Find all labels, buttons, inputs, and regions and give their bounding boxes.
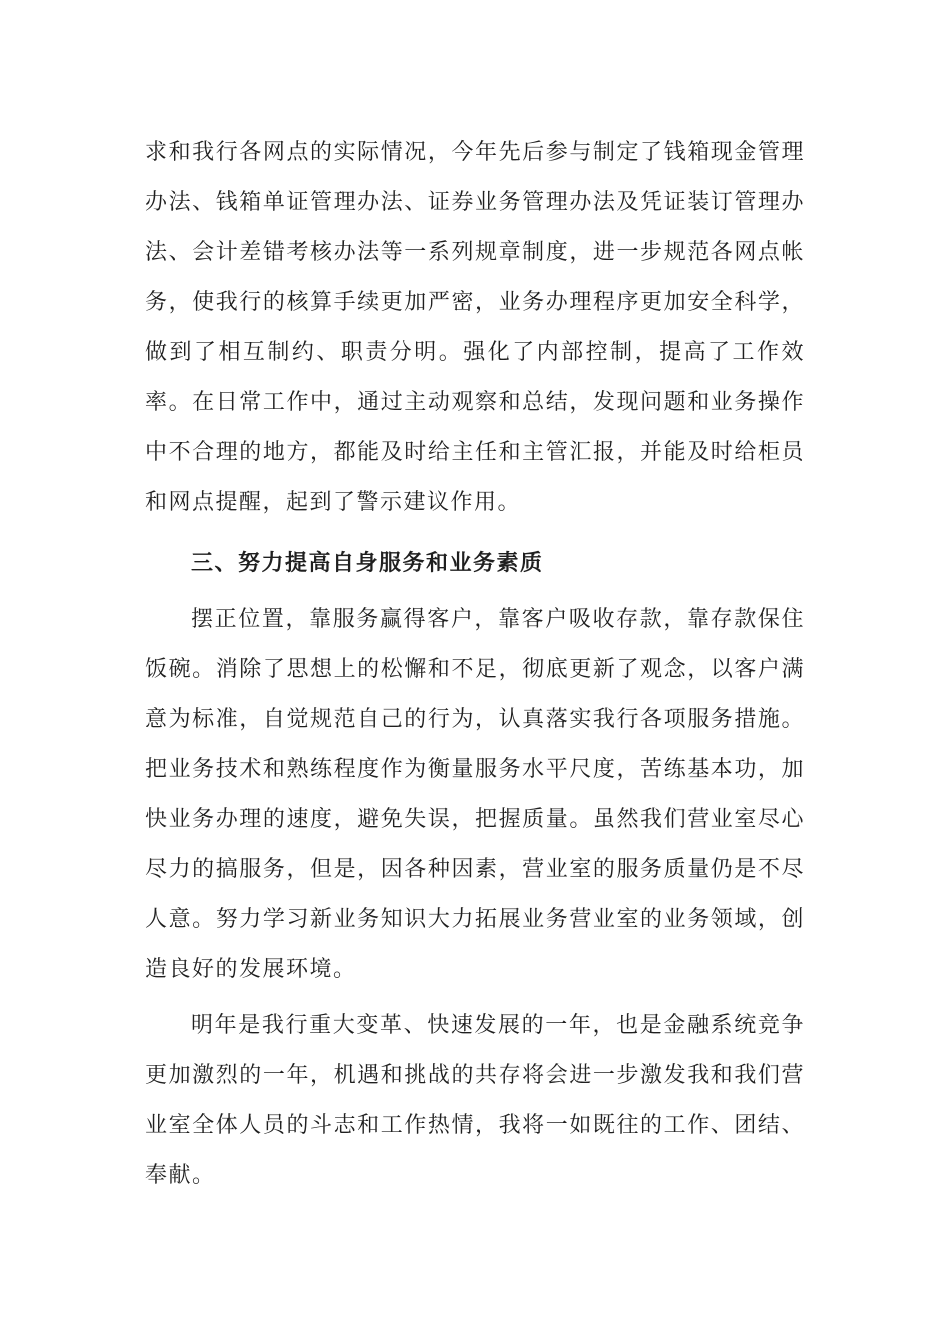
document-body [145,128,805,1201]
paragraph-continuation: 求和我行各网点的实际情况，今年先后参与制定了钱箱现金管理办法、钱箱单证管理办法、证券业务管理办法及凭证装订管理办法、会计差错考核办法等一系列规章制度，进一步规范各网点帐务，使我行的核算手续更加严密，业务办理程序更加安全科学，做到了相互制约、职责分明。强化了内部控制，提高了工作效率。在日常工作中，通过主动观察和总结，发现问题和业务操作中不合理的地方，都能及时给主任和主管汇报，并能及时给柜员和网点提醒，起到了警示建议作用。 [145,140,805,515]
paragraph-closing: 明年是我行重大变革、快速发展的一年，也是金融系统竞争更加激烈的一年，机遇和挑战的共存将会进一步激发我和我们营业室全体人员的斗志和工作热情，我将一如既往的工作、团结、奉献。 [145,1013,805,1188]
section-heading: 三、努力提高自身服务和业务素质 [191,551,544,576]
paragraph-gap [145,528,805,534]
paragraph-service-quality: 摆正位置，靠服务赢得客户，靠客户吸收存款，靠存款保住饭碗。消除了思想上的松懈和不足，彻底更新了观念，以客户满意为标准，自觉规范自己的行为，认真落实我行各项服务措施。把业务技术和熟练程度作为衡量服务水平尺度，苦练基本功，加快业务办理的速度，避免失误，把握质量。虽然我们营业室尽心尽力的搞服务，但是，因各种因素，营业室的服务质量仍是不尽人意。努力学习新业务知识大力拓展业务营业室的业务领域，创造良好的发展环境。 [145,607,805,982]
